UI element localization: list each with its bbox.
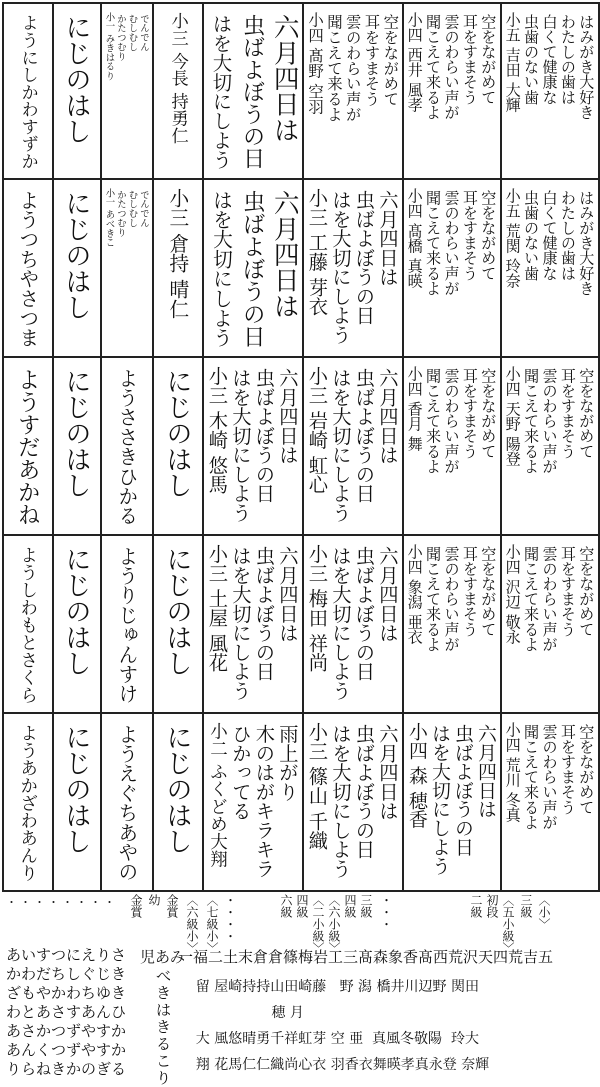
calligraphy-line: 小五 吉田 大輝 [503, 12, 522, 113]
calligraphy-line: 聞こえて来るよ [522, 546, 541, 652]
calligraphy-line: 小三 梅田 祥尚 [305, 544, 329, 672]
calligraphy-line: 小五 荒関 玲奈 [503, 188, 522, 289]
award-label: 〈六小級〉 [327, 894, 341, 954]
calligraphy-line: 耳をすまそう [558, 724, 577, 815]
calligraphy-cell [402, 356, 502, 536]
award-label: 三級 [519, 894, 533, 918]
calligraphy-line: ようあかざわあんり [17, 724, 38, 882]
middle-col-char: こ [156, 1052, 172, 1070]
award-label: 金賞 [165, 894, 179, 918]
calligraphy-cell [152, 2, 204, 180]
calligraphy-line: 小三 土屋 風花 [205, 544, 229, 672]
calligraphy-line: 虫ばよぼうの日 [451, 724, 474, 857]
calligraphy-line: 虫ばよぼうの日 [252, 368, 276, 504]
calligraphy-cell [152, 534, 204, 714]
calligraphy-line: 耳をすまそう [460, 368, 479, 459]
calligraphy-line: 小三 倉持 晴仁 [165, 188, 189, 319]
calligraphy-line: ようりじゅんすけ [114, 546, 138, 704]
calligraphy-cell [202, 534, 304, 714]
calligraphy-line: 六月四日は [269, 14, 300, 143]
calligraphy-line: 雲のわらい声が [540, 368, 559, 474]
calligraphy-line: 聞こえて来るよ [522, 724, 541, 830]
calligraphy-line: 六月四日は [375, 724, 399, 821]
calligraphy-line: 空をながめて [577, 724, 596, 815]
calligraphy-line: 雲のわらい声が [442, 14, 461, 120]
award-label: 幼 [147, 894, 161, 906]
award-label: 〈七級小〉 [205, 894, 219, 954]
calligraphy-line: はを大切にしよう [228, 368, 252, 523]
calligraphy-line: でんでん [138, 190, 149, 228]
calligraphy-line: 虫ばよぼうの日 [239, 14, 266, 170]
calligraphy-line: はみがき大好き [577, 14, 596, 120]
calligraphy-line: 耳をすまそう [460, 14, 479, 105]
calligraphy-line: 雲のわらい声が [343, 14, 362, 122]
awards-section [0, 892, 600, 1087]
calligraphy-cell [52, 534, 102, 714]
calligraphy-line: 小三 篠山 千織 [305, 722, 329, 850]
calligraphy-line: ようささきひかる [114, 368, 138, 526]
award-label: 六級 [279, 894, 293, 918]
calligraphy-line: 小四 荒川 冬真 [503, 722, 522, 823]
calligraphy-line: にじのはし [162, 368, 192, 498]
calligraphy-line: わたしの歯は [558, 190, 577, 281]
calligraphy-cell [202, 2, 304, 180]
award-label: 初段 [485, 894, 499, 918]
calligraphy-line: 六月四日は [474, 724, 497, 819]
calligraphy-cell [2, 712, 54, 892]
award-dots: ・・・・・・・・ [6, 896, 118, 909]
calligraphy-cell [402, 2, 502, 180]
calligraphy-line: 小四 象潟 亜衣 [405, 544, 424, 645]
calligraphy-cell [302, 712, 404, 892]
calligraphy-line: 小一 みきはるり [103, 12, 115, 81]
calligraphy-line: 空をながめて [577, 546, 596, 637]
calligraphy-line: はを大切にしよう [428, 724, 451, 876]
award-label: 四級 [343, 894, 357, 918]
calligraphy-cell [402, 534, 502, 714]
calligraphy-line: 六月四日は [375, 190, 399, 287]
middle-col-char: り [156, 1069, 172, 1087]
calligraphy-line: わたしの歯は [558, 14, 577, 105]
calligraphy-line: 小二 ふくどめ大翔 [207, 722, 228, 868]
calligraphy-line: 聞こえて来るよ [522, 368, 541, 474]
calligraphy-line: 雲のわらい声が [540, 724, 559, 830]
calligraphy-line: 耳をすまそう [362, 14, 381, 107]
calligraphy-line: にじのはし [162, 546, 192, 676]
calligraphy-line: 虫ばよぼうの日 [252, 546, 276, 682]
calligraphy-line: 小四 西井 風孝 [405, 12, 424, 113]
kana-name-row: ざもやかわちゆき [6, 984, 127, 1002]
calligraphy-line: 小三 工藤 芽衣 [305, 188, 329, 316]
calligraphy-cell [500, 356, 600, 536]
calligraphy-cell [100, 2, 154, 180]
calligraphy-cell [500, 534, 600, 714]
calligraphy-cell [52, 712, 102, 892]
calligraphy-line: 雲のわらい声が [540, 546, 559, 652]
middle-col-char: る [156, 1035, 172, 1053]
calligraphy-line: にじのはし [61, 546, 91, 676]
calligraphy-line: 聞こえて来るよ [324, 14, 343, 122]
kana-name-row: わとあさすあんひ [6, 1003, 127, 1021]
calligraphy-line: 小四 髙野 空羽 [306, 12, 325, 115]
calligraphy-line: でんでん [138, 14, 149, 52]
calligraphy-cell [202, 712, 304, 892]
calligraphy-line: 六月四日は [275, 368, 299, 465]
calligraphy-line: 雨上がり [275, 724, 299, 802]
calligraphy-line: 空をながめて [479, 14, 498, 105]
calligraphy-line: 耳をすまそう [558, 368, 577, 459]
calligraphy-line: 六月四日は [375, 368, 399, 465]
middle-col-char: き [156, 984, 172, 1002]
middle-header: 児あみ [140, 948, 186, 966]
calligraphy-line: はを大切にしよう [209, 190, 233, 348]
calligraphy-cell [152, 356, 204, 536]
calligraphy-line: 耳をすまそう [558, 546, 577, 637]
given-name-row: 留 屋崎持持山田崎藤 野 潟 橋井川辺野 関田 [178, 979, 479, 995]
calligraphy-line: むしむし [126, 14, 138, 52]
award-label: ・・・ [379, 894, 393, 930]
calligraphy-line: 小四 天野 陽登 [503, 366, 522, 467]
calligraphy-line: ようつちやさつま [15, 190, 39, 348]
calligraphy-line: にじのはし [61, 368, 91, 498]
calligraphy-line: 小四 髙橋 真暎 [405, 188, 424, 289]
calligraphy-line: ひかってる [228, 724, 252, 821]
calligraphy-line: はを大切にしよう [328, 190, 352, 345]
calligraphy-line: 空をながめて [577, 368, 596, 459]
calligraphy-cell [500, 2, 600, 180]
calligraphy-cell [100, 534, 154, 714]
calligraphy-cell [2, 178, 54, 358]
award-label: 四級 [295, 894, 309, 918]
surname-row: 一福二土末倉倉篠梅岩工三髙森象香髙西荒沢天四荒吉五 [178, 948, 554, 966]
calligraphy-line: 空をながめて [479, 546, 498, 637]
calligraphy-line: 木のはがキラキラ [252, 724, 276, 879]
calligraphy-line: にじのはし [61, 724, 91, 854]
calligraphy-line: にじのはし [162, 724, 192, 854]
award-label: 三級 [359, 894, 373, 918]
kana-name-row: あんくつずやすか [6, 1041, 127, 1059]
calligraphy-line: 虫ばよぼうの日 [239, 190, 266, 348]
calligraphy-cell [500, 178, 600, 358]
calligraphy-line: 虫ばよぼうの日 [352, 368, 376, 504]
calligraphy-line: 六月四日は [275, 546, 299, 643]
calligraphy-cell [52, 178, 102, 358]
calligraphy-cell [152, 712, 204, 892]
calligraphy-line: 耳をすまそう [460, 190, 479, 281]
calligraphy-line: はを大切にしよう [328, 724, 352, 879]
calligraphy-line: はを大切にしよう [209, 14, 233, 170]
calligraphy-line: 白くて健康な [540, 14, 559, 105]
award-label: 〈五小級〉 [501, 894, 515, 954]
calligraphy-line: 虫歯のない歯 [522, 14, 541, 105]
kana-name-row: あさかつずやすか [6, 1022, 127, 1040]
award-label: 金賞 [129, 894, 143, 918]
calligraphy-line: はみがき大好き [577, 190, 596, 296]
calligraphy-cell [2, 534, 54, 714]
calligraphy-grid [2, 2, 598, 892]
calligraphy-line: 小三 今長 持勇仁 [167, 12, 188, 145]
calligraphy-cell [302, 356, 404, 536]
calligraphy-line: 白くて健康な [540, 190, 559, 281]
calligraphy-line: 虫ばよぼうの日 [352, 724, 376, 860]
calligraphy-line: 空をながめて [381, 14, 400, 107]
award-label: 二級 [469, 894, 483, 918]
calligraphy-cell [100, 356, 154, 536]
calligraphy-line: 虫ばよぼうの日 [352, 546, 376, 682]
calligraphy-cell [152, 178, 204, 358]
calligraphy-line: かたつむり [115, 190, 126, 237]
calligraphy-cell [202, 178, 304, 358]
calligraphy-line: 聞こえて来るよ [424, 190, 443, 296]
calligraphy-cell [100, 712, 154, 892]
calligraphy-line: はを大切にしよう [328, 368, 352, 523]
kana-name-row: あいすつにえりさ [6, 946, 127, 964]
calligraphy-cell [402, 712, 502, 892]
given-name-row: 翔 花馬仁仁織尚心衣 羽香衣舞暎孝真永登 奈輝 [178, 1057, 490, 1073]
calligraphy-line: 小四 香月 舞 [405, 366, 424, 452]
calligraphy-cell [100, 178, 154, 358]
calligraphy-line: 小一 あべきこ [103, 188, 115, 248]
calligraphy-cell [2, 2, 54, 180]
calligraphy-cell [202, 356, 304, 536]
calligraphy-line: 耳をすまそう [460, 546, 479, 637]
calligraphy-line: 小三 木崎 悠馬 [205, 366, 229, 494]
middle-col-char: は [156, 1001, 172, 1019]
calligraphy-line: 雲のわらい声が [442, 546, 461, 652]
given-name-row: 大 風悠晴勇千祥虹芽 空 亜 真風冬敬陽 玲大 [178, 1031, 479, 1047]
award-label: 〈二小級〉 [311, 894, 325, 954]
calligraphy-line: 雲のわらい声が [442, 368, 461, 474]
calligraphy-line: ようえぐちあやの [114, 724, 138, 882]
calligraphy-line: 聞こえて来るよ [424, 14, 443, 120]
middle-col-char: べ [156, 967, 172, 985]
calligraphy-cell [500, 712, 600, 892]
calligraphy-line: はを大切にしよう [228, 546, 252, 701]
calligraphy-cell [302, 178, 404, 358]
calligraphy-line: 小三 岩崎 虹心 [305, 366, 329, 494]
given-name-row: 穂 月 [178, 1005, 304, 1021]
calligraphy-line: 雲のわらい声が [442, 190, 461, 296]
calligraphy-line: 虫歯のない歯 [522, 190, 541, 281]
calligraphy-line: はを大切にしよう [328, 546, 352, 701]
calligraphy-line: 虫ばよぼうの日 [352, 190, 376, 326]
calligraphy-line: 小四 森 穂香 [405, 722, 428, 829]
calligraphy-cell [52, 2, 102, 180]
calligraphy-cell [402, 178, 502, 358]
award-label: 〈六級小〉 [185, 894, 199, 954]
calligraphy-line: にじのはし [61, 190, 91, 320]
kana-name-row: かわだちしぐじき [6, 965, 127, 983]
calligraphy-line: ようすだあかね [14, 368, 41, 526]
kana-name-row: りらねきかのぎる [6, 1060, 127, 1078]
calligraphy-line: 聞こえて来るよ [424, 546, 443, 652]
calligraphy-line: ようにしかわすずか [17, 14, 38, 170]
calligraphy-line: ようしわもとさくら [17, 546, 38, 704]
calligraphy-line: むしむし [126, 190, 138, 228]
calligraphy-line: 空をながめて [479, 190, 498, 281]
calligraphy-cell [302, 2, 404, 180]
calligraphy-cell [302, 534, 404, 714]
calligraphy-line: 六月四日は [375, 546, 399, 643]
calligraphy-line: 小四 沢辺 敬永 [503, 544, 522, 645]
calligraphy-line: 六月四日は [269, 190, 300, 319]
calligraphy-line: にじのはし [61, 14, 91, 144]
calligraphy-cell [2, 356, 54, 536]
calligraphy-line: かたつむり [115, 14, 126, 61]
middle-col-char: き [156, 1018, 172, 1036]
award-label: 〈小〉 [537, 894, 551, 930]
calligraphy-cell [52, 356, 102, 536]
calligraphy-line: 聞こえて来るよ [424, 368, 443, 474]
calligraphy-line: 空をながめて [479, 368, 498, 459]
award-label: ・・・・ [223, 894, 237, 942]
